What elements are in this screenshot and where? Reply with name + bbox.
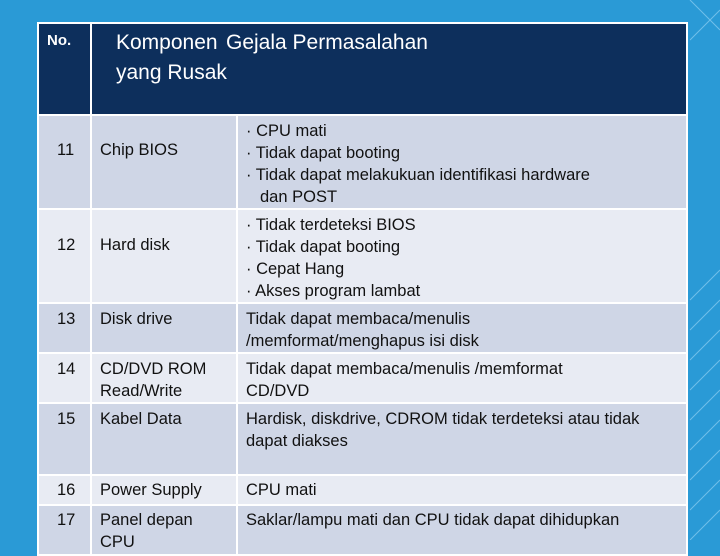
symptom-text: Saklar/lampu mati dan CPU tidak dapat dihidupkan <box>237 505 687 555</box>
symptom-line: · Tidak dapat booting <box>246 144 401 162</box>
component-name: Hard disk <box>91 209 237 303</box>
table-row <box>38 115 687 209</box>
symptom-cell <box>237 303 687 353</box>
header-no: No. <box>38 23 91 115</box>
component-name: Chip BIOS <box>91 115 237 209</box>
symptom-line: · Tidak dapat melakukuan identifikasi hardware <box>246 166 590 184</box>
table-row <box>38 505 687 555</box>
row-number: 15 <box>38 403 91 475</box>
table-row <box>38 353 687 403</box>
table-row <box>38 403 687 475</box>
symptom-cell <box>237 353 687 403</box>
symptom-line: dapat diakses <box>246 432 348 450</box>
symptom-cell <box>237 209 687 303</box>
row-number: 12 <box>38 209 91 303</box>
row-number: 16 <box>38 475 91 505</box>
symptom-text: CPU mati <box>237 475 687 505</box>
table-row <box>38 303 687 353</box>
symptom-cell <box>237 115 687 209</box>
symptom-line: Tidak dapat membaca/menulis /memformat <box>246 360 563 378</box>
symptom-line: · Tidak terdeteksi BIOS <box>246 216 416 234</box>
component-name: Power Supply <box>91 475 237 505</box>
row-number: 13 <box>38 303 91 353</box>
row-number: 11 <box>38 115 91 209</box>
component-name-line: CPU <box>100 533 135 551</box>
header-symptom: Gejala Permasalahan <box>226 31 428 54</box>
component-name-line: Read/Write <box>100 382 183 400</box>
header-titles <box>91 23 687 115</box>
component-name: Disk drive <box>91 303 237 353</box>
troubleshooting-table <box>37 22 688 556</box>
symptom-line: · Tidak dapat booting <box>246 238 401 256</box>
table-row <box>38 209 687 303</box>
symptom-line: · Akses program lambat <box>246 282 421 300</box>
header-component-line2: yang Rusak <box>116 61 227 84</box>
row-number: 14 <box>38 353 91 403</box>
symptom-cell <box>237 403 687 475</box>
symptom-line: Tidak dapat membaca/menulis <box>246 310 471 328</box>
component-cell <box>91 505 237 555</box>
component-cell <box>91 353 237 403</box>
table-header-row <box>38 23 687 115</box>
component-name: Kabel Data <box>91 403 237 475</box>
symptom-line: CD/DVD <box>246 382 310 400</box>
symptom-line: · Cepat Hang <box>246 260 345 278</box>
component-name-line: Panel depan <box>100 511 193 529</box>
symptom-line: Hardisk, diskdrive, CDROM tidak terdeteksi atau tidak <box>246 410 640 428</box>
symptom-line: · CPU mati <box>246 122 327 140</box>
component-name-line: CD/DVD ROM <box>100 360 207 378</box>
table-row <box>38 475 687 505</box>
header-component-line1: Komponen <box>116 31 218 54</box>
row-number: 17 <box>38 505 91 555</box>
symptom-line-continued: dan POST <box>260 188 338 206</box>
symptom-line: /memformat/menghapus isi disk <box>246 332 479 350</box>
